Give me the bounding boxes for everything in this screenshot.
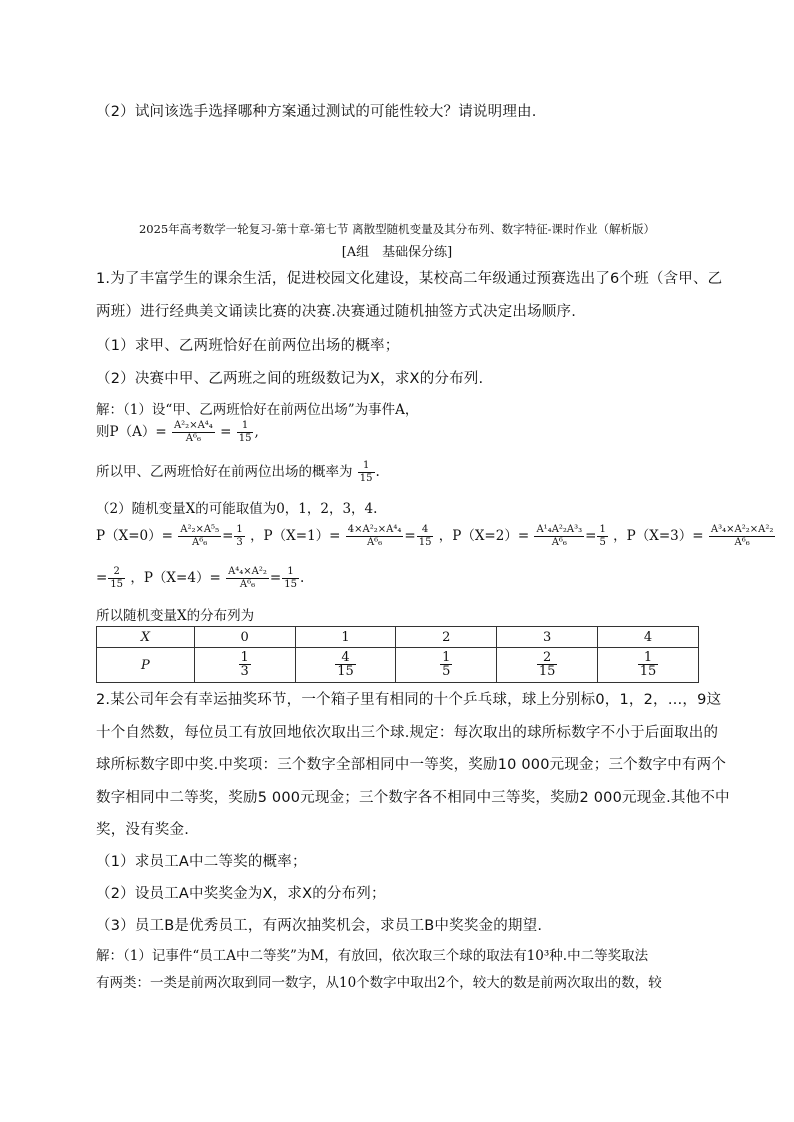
p3-fraction <box>709 525 775 548</box>
problem-1-question-1: （1）求甲、乙两班恰好在前两位出场的概率； <box>96 338 400 354</box>
section-group-label: [A组 基础保分练] <box>341 245 453 260</box>
conclusion-fraction <box>358 461 375 484</box>
p2-den: 5 <box>442 664 451 680</box>
p2-num: 1 <box>442 649 451 665</box>
p-a-numerator: A²₂×A⁴₄ <box>173 420 213 431</box>
p-a-result-numerator: 1 <box>237 421 254 433</box>
table-cell-x1: 1 <box>295 627 396 648</box>
table-header-x: X <box>97 627 195 648</box>
p-a-fraction <box>172 421 215 444</box>
p3-num: 2 <box>537 651 558 666</box>
problem-2-question-3: （3）员工B是优秀员工，有两次抽奖机会，求员工B中奖奖金的期望. <box>96 918 543 934</box>
problem-1-stem-line-2: 两班）进行经典美文诵读比赛的决赛.决赛通过随机抽签方式决定出场顺序. <box>96 304 577 320</box>
problem-2-stem-line-1: 2.某公司年会有幸运抽奖环节，一个箱子里有相同的十个乒乓球，球上分别标0，1，2，…，9这 <box>96 692 722 708</box>
p2-denominator: A⁶₆ <box>551 537 567 548</box>
table-cell-p4 <box>598 648 699 683</box>
problem-2-question-2: （2）设员工A中奖奖金为X，求X的分布列； <box>96 886 386 902</box>
p4-result <box>282 567 299 590</box>
problem-1-solution-line-4: （2）随机变量X的可能取值为0，1，2，3，4. <box>96 501 378 517</box>
p1-result-denominator: 15 <box>418 537 432 548</box>
table-cell-p2 <box>396 648 497 683</box>
p2-result-denominator: 5 <box>599 537 606 548</box>
problem-2-stem-line-4: 数字相同中二等奖，奖励5 000元现金；三个数字各不相同中三等奖，奖励2 000元现金.其他不中 <box>96 790 730 806</box>
problem-2-question-1: （1）求员工A中二等奖的概率； <box>96 854 307 870</box>
problem-2-stem-line-3: 球所标数字即中奖.中奖项：三个数字全部相同中一等奖，奖励10 000元现金；三个数字中有两个 <box>96 757 727 773</box>
prev-question-part2: （2）试问该选手选择哪种方案通过测试的可能性较大？请说明理由. <box>96 104 537 120</box>
p0-denominator: A⁶₆ <box>192 537 208 548</box>
p-a-result-denominator: 15 <box>238 433 252 444</box>
conclusion-text: 所以甲、乙两班恰好在前两位出场的概率为 <box>96 464 353 480</box>
p1-denominator: A⁶₆ <box>366 537 383 548</box>
p4-prefix: ，P（X=4）= <box>130 570 221 586</box>
table-cell-p1 <box>295 648 396 683</box>
p4-fraction <box>226 567 269 590</box>
p4-result-denominator: 15 <box>284 579 297 590</box>
table-cell-x3: 3 <box>497 627 598 648</box>
p2-fraction <box>534 525 584 548</box>
problem-1-question-2: （2）决赛中甲、乙两班之间的班级数记为X，求X的分布列. <box>96 371 484 387</box>
problem-1-stem-line-1: 1.为了丰富学生的课余生活，促进校园文化建设，某校高二年级通过预赛选出了6个班（含甲、乙 <box>96 271 723 287</box>
p3-result-denominator: 15 <box>110 579 124 590</box>
table-cell-x2: 2 <box>396 627 497 648</box>
table-row-p <box>97 648 699 683</box>
p0-prefix: P（X=0）= <box>96 528 173 544</box>
table-cell-p3 <box>497 648 598 683</box>
p0-result-numerator: 1 <box>236 524 243 535</box>
distribution-intro: 所以随机变量X的分布列为 <box>96 608 255 624</box>
table-header-p: P <box>97 648 195 683</box>
p4-result-numerator: 1 <box>282 567 299 579</box>
p1-den: 15 <box>337 664 354 680</box>
conclusion-denominator: 15 <box>359 473 373 484</box>
problem-2-solution-line-2: 有两类：一类是前两次取到同一数字，从10个数字中取出2个，较大的数是前两次取出的数，较 <box>96 975 662 991</box>
p3-result-numerator: 2 <box>108 567 125 579</box>
p1-fraction <box>346 525 404 548</box>
probability-line-2: = $\frac{2}{15}$ ，P（X=4）= $\frac{\text{A⁴₄×A²₂}}{\text{A⁶₆}}$ = $\frac{1}{15}$ . <box>96 566 305 590</box>
p0-numerator: A²₂×A⁵₅ <box>180 524 220 535</box>
p4-num: 1 <box>638 651 659 666</box>
problem-1-solution-line-3: 所以甲、乙两班恰好在前两位出场的概率为 $\frac{1}{15}$ . <box>96 460 380 484</box>
p0-fraction <box>178 525 221 548</box>
p0-result-denominator: 3 <box>236 537 243 548</box>
p1-numerator: 4×A²₂×A⁴₄ <box>347 524 402 535</box>
p-a-result <box>237 421 254 444</box>
probability-line-1: P（X=0）= $\frac{\text{A²₂×A⁵₅}}{\text{A⁶₆}}$ = $\frac{1}{3}$ ，P（X=1）= $\frac{\text{4×A²₂×A⁴₄}}{\text{A⁶₆}}$ = $\frac{4}{15}$ ，P（X=2）= $\frac{\text{A¹₄A²₂A³₃}}{\text{A⁶₆}}$ = $\frac{1}{5}$ ，P（X=3）= $\frac{\text{A³₄×A²₂×A²₂}}{\text{A⁶₆}}$ <box>96 524 774 548</box>
problem-2-stem-line-5: 奖，没有奖金. <box>96 822 190 838</box>
p3-numerator: A³₄×A²₂×A²₂ <box>710 524 774 535</box>
p-a-prefix: 则P（A）= <box>96 424 167 440</box>
p0-num: 1 <box>240 649 249 665</box>
document-title: 2025年高考数学一轮复习-第十章-第七节 离散型随机变量及其分布列、数字特征-课时作业（解析版） <box>138 222 656 236</box>
distribution-table <box>96 626 699 683</box>
p0-result <box>234 525 244 548</box>
p2-result <box>597 525 607 548</box>
p1-prefix: ，P（X=1）= <box>250 528 341 544</box>
p3-den: 15 <box>538 664 556 680</box>
p1-result-numerator: 4 <box>417 525 434 537</box>
p3-denominator: A⁶₆ <box>734 537 750 548</box>
p4-numerator: A⁴₄×A²₂ <box>228 566 267 577</box>
table-cell-x4: 4 <box>598 627 699 648</box>
p2-numerator: A¹₄A²₂A³₃ <box>536 524 583 535</box>
conclusion-numerator: 1 <box>358 461 375 473</box>
p1-result <box>417 525 434 548</box>
p2-result-numerator: 1 <box>599 524 606 535</box>
p3-result <box>108 567 125 590</box>
p4-den: 15 <box>639 664 657 680</box>
table-cell-x0: 0 <box>194 627 295 648</box>
p0-den: 3 <box>240 664 249 680</box>
problem-1-solution-line-1: 解：（1）设“甲、乙两班恰好在前两位出场”为事件A， <box>96 402 419 418</box>
p-a-denominator: A⁶₆ <box>185 433 201 444</box>
equals-sign: = <box>220 424 232 440</box>
p1-num: 4 <box>335 651 356 666</box>
problem-2-stem-line-2: 十个自然数，每位员工有放回地依次取出三个球.规定：每次取出的球所标数字不小于后面取出的 <box>96 725 719 741</box>
p3-prefix: ，P（X=3）= <box>613 528 704 544</box>
table-row-x <box>97 627 699 648</box>
table-cell-p0 <box>194 648 295 683</box>
problem-1-solution-line-2: 则P（A）= $\frac{\text{A²₂×A⁴₄}}{\text{A⁶₆}}$ = $\frac{1}{15}$ , <box>96 420 259 444</box>
problem-2-solution-line-1: 解：（1）记事件“员工A中二等奖”为M，有放回，依次取三个球的取法有10³种.中二等奖取法 <box>96 948 649 964</box>
p4-denominator: A⁶₆ <box>239 579 256 590</box>
p2-prefix: ，P（X=2）= <box>438 528 530 544</box>
